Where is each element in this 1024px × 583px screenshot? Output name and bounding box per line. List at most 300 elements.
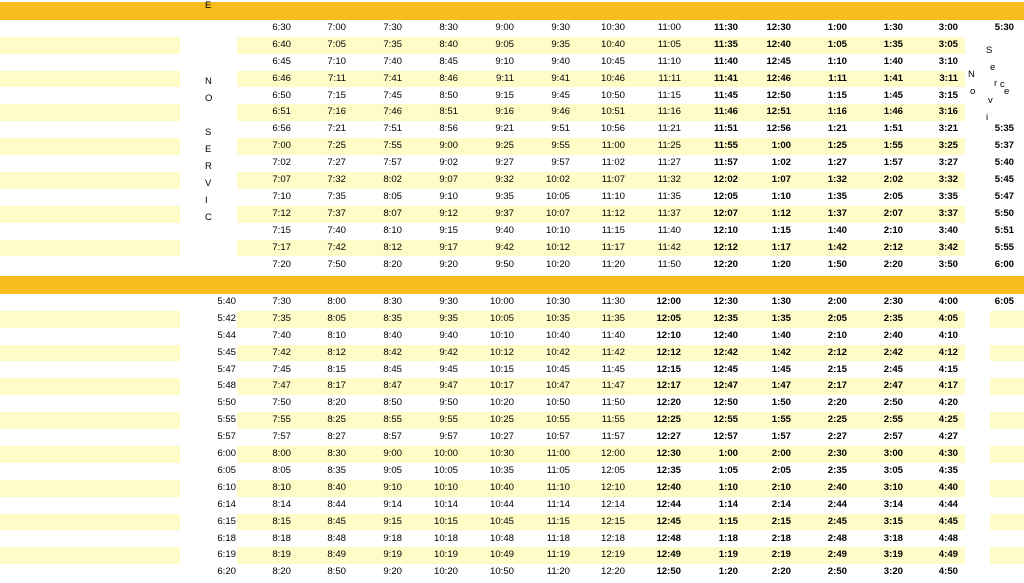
stop-name (0, 20, 180, 37)
departure-time: 1:17 (771, 241, 791, 253)
stop-name (0, 480, 180, 497)
departure-time: 9:40 (551, 55, 570, 67)
departure-time: 2:17 (827, 380, 847, 392)
departure-time: 2:35 (827, 464, 847, 476)
departure-time: 10:15 (433, 515, 458, 527)
departure-time: 11:15 (546, 515, 570, 527)
departure-time: 3:10 (883, 481, 903, 493)
departure-time: 12:15 (656, 363, 681, 375)
departure-time: 9:07 (439, 174, 458, 185)
departure-time: 3:21 (938, 123, 958, 135)
departure-time: 11:40 (713, 55, 738, 67)
departure-time: 8:47 (383, 380, 402, 392)
departure-time: 1:57 (771, 431, 791, 443)
departure-time: 7:50 (272, 397, 291, 409)
departure-time: 3:11 (939, 72, 958, 84)
departure-time: 12:57 (713, 431, 738, 443)
departure-time: 1:05 (827, 38, 847, 50)
departure-time: 2:57 (883, 431, 903, 443)
departure-time: 4:49 (938, 549, 958, 561)
departure-time: 1:05 (718, 464, 738, 476)
departure-time: 11:20 (601, 258, 625, 270)
departure-time: 5:55 (217, 414, 236, 426)
departure-time: 8:49 (327, 549, 346, 561)
departure-time: 10:50 (545, 397, 570, 409)
row-shading (990, 446, 1024, 463)
no-service-letter: V (205, 178, 212, 189)
departure-time: 7:10 (272, 190, 291, 202)
table-row (0, 172, 1024, 189)
departure-time: 1:15 (771, 224, 791, 236)
departure-time: 8:40 (439, 38, 458, 50)
departure-time: 10:51 (600, 106, 625, 118)
departure-time: 7:00 (272, 140, 291, 152)
departure-time: 9:51 (551, 123, 570, 135)
departure-time: 3:16 (938, 106, 958, 118)
departure-time: 9:42 (495, 241, 514, 253)
departure-time: 7:15 (272, 224, 291, 236)
departure-time: 2:20 (771, 566, 791, 578)
departure-time: 9:18 (383, 532, 402, 544)
stop-name (0, 564, 180, 581)
table-row (0, 378, 1024, 395)
departure-time: 10:35 (545, 312, 570, 324)
departure-time: 2:27 (827, 431, 847, 443)
departure-time: 8:25 (327, 414, 346, 426)
departure-time: 10:56 (600, 123, 625, 135)
departure-time: 11:10 (657, 55, 681, 67)
departure-time: 12:15 (600, 515, 625, 527)
departure-time: 5:47 (217, 363, 236, 375)
departure-time: 11:00 (601, 140, 625, 152)
departure-time: 7:50 (327, 258, 346, 270)
departure-time: 9:17 (439, 241, 458, 253)
departure-time: 3:00 (938, 21, 958, 33)
stop-location-header (0, 276, 180, 294)
departure-time: 12:10 (656, 329, 681, 341)
departure-time: 7:35 (272, 312, 291, 324)
departure-time: 7:25 (327, 140, 346, 152)
departure-time: 1:15 (718, 515, 738, 527)
departure-time: 9:15 (383, 515, 402, 527)
departure-time: 2:15 (771, 515, 791, 527)
departure-time: 7:11 (328, 72, 346, 84)
no-service-letter: S (205, 127, 212, 138)
departure-time: 11:15 (601, 224, 625, 236)
departure-time: 7:47 (272, 380, 291, 392)
departure-time: 12:35 (713, 312, 738, 324)
table-row (0, 547, 1024, 564)
departure-time: 9:30 (551, 21, 570, 33)
departure-time: 9:15 (439, 224, 458, 236)
departure-time: 9:46 (551, 106, 570, 118)
section-header (0, 276, 1024, 294)
departure-time: 11:42 (657, 241, 681, 253)
departure-time: 7:30 (272, 295, 291, 307)
departure-time: 12:14 (600, 498, 625, 510)
departure-time: 7:41 (383, 72, 402, 84)
departure-time: 12:56 (766, 123, 791, 135)
departure-time: 5:48 (217, 380, 236, 392)
no-service-letter: O (205, 93, 213, 104)
departure-time: 1:07 (771, 174, 791, 185)
departure-time: 12:46 (766, 72, 791, 84)
departure-time: 9:41 (551, 72, 570, 84)
departure-time: 11:15 (657, 89, 681, 101)
departure-time: 9:32 (495, 174, 514, 185)
departure-time: 11:20 (546, 566, 570, 578)
departure-time: 3:14 (883, 498, 903, 510)
departure-time: 1:10 (771, 190, 791, 202)
departure-time: 9:10 (495, 55, 514, 67)
departure-time: 7:21 (327, 123, 346, 135)
departure-time: 1:55 (771, 414, 791, 426)
departure-time: 8:10 (327, 329, 346, 341)
departure-time: 2:55 (883, 414, 903, 426)
departure-time: 8:45 (439, 55, 458, 67)
departure-time: 1:14 (718, 498, 738, 510)
departure-time: 10:25 (489, 414, 514, 426)
departure-time: 8:17 (327, 380, 346, 392)
departure-time: 11:37 (657, 207, 681, 219)
departure-time: 12:45 (656, 515, 681, 527)
departure-time: 3:05 (883, 464, 903, 476)
departure-time: 7:57 (272, 431, 291, 443)
departure-time: 2:47 (883, 380, 903, 392)
departure-time: 5:30 (994, 21, 1014, 33)
no-service-letter: r (994, 78, 998, 89)
departure-time: 2:40 (883, 329, 903, 341)
departure-time: 9:55 (551, 140, 570, 152)
departure-time: 9:05 (383, 464, 402, 476)
departure-time: 2:50 (827, 566, 847, 578)
departure-time: 9:00 (383, 448, 402, 459)
table-row (0, 189, 1024, 206)
departure-time: 5:51 (994, 224, 1014, 236)
departure-time: 5:45 (994, 174, 1014, 185)
table-row (0, 104, 1024, 121)
departure-time: 1:46 (883, 106, 903, 118)
departure-time: 12:49 (656, 549, 681, 561)
departure-time: 3:27 (938, 157, 958, 169)
departure-time: 7:30 (383, 21, 402, 33)
table-row (0, 412, 1024, 429)
departure-time: 10:02 (545, 174, 570, 185)
departure-time: 8:10 (272, 481, 291, 493)
departure-time: 1:19 (718, 549, 738, 561)
departure-time: 2:48 (827, 532, 847, 544)
departure-time: 7:42 (272, 346, 291, 358)
departure-time: 7:02 (272, 157, 291, 169)
table-row (0, 497, 1024, 514)
stop-name (0, 240, 180, 257)
departure-time: 10:40 (545, 329, 570, 341)
table-row (0, 155, 1024, 172)
departure-time: 12:40 (656, 481, 681, 493)
departure-time: 9:00 (495, 21, 514, 33)
departure-time: 11:30 (601, 295, 625, 307)
departure-time: 11:18 (546, 532, 570, 544)
departure-time: 5:40 (217, 295, 236, 307)
departure-time: 11:10 (546, 481, 570, 493)
departure-time: 7:07 (272, 174, 291, 185)
departure-time: 9:57 (551, 157, 570, 169)
departure-time: 7:40 (272, 329, 291, 341)
no-service-letter: c (1000, 79, 1005, 90)
departure-time: 8:18 (272, 532, 291, 544)
departure-time: 9:40 (439, 329, 458, 341)
departure-time: 11:30 (713, 21, 738, 33)
departure-time: 12:19 (600, 549, 625, 561)
departure-time: 4:25 (938, 414, 958, 426)
departure-time: 11:05 (546, 464, 570, 476)
departure-time: 9:20 (439, 258, 458, 270)
departure-time: 1:42 (771, 346, 791, 358)
departure-time: 12:40 (713, 329, 738, 341)
stop-name (0, 395, 180, 412)
departure-time: 1:21 (827, 123, 847, 135)
departure-time: 9:35 (439, 312, 458, 324)
departure-time: 3:18 (883, 532, 903, 544)
departure-time: 10:50 (489, 566, 514, 578)
departure-time: 8:15 (272, 515, 291, 527)
departure-time: 11:19 (546, 549, 570, 561)
departure-time: 12:42 (713, 346, 738, 358)
departure-time: 11:11 (658, 72, 681, 84)
departure-time: 2:12 (827, 346, 847, 358)
no-service-letter: E (205, 0, 212, 11)
table-row (0, 294, 1024, 311)
table-row (0, 514, 1024, 531)
departure-time: 7:42 (327, 241, 346, 253)
departure-time: 9:45 (551, 89, 570, 101)
departure-time: 3:50 (938, 258, 958, 270)
departure-time: 7:20 (272, 258, 291, 270)
departure-time: 1:00 (718, 448, 738, 459)
departure-time: 8:50 (327, 566, 346, 578)
table-row (0, 564, 1024, 581)
departure-time: 8:20 (383, 258, 402, 270)
no-service-letter: I (205, 195, 208, 206)
departure-time: 11:41 (713, 72, 738, 84)
departure-time: 9:02 (439, 157, 458, 169)
stop-name (0, 138, 180, 155)
table-row (0, 20, 1024, 37)
row-shading (990, 480, 1024, 497)
departure-time: 8:10 (383, 224, 402, 236)
departure-time: 11:47 (601, 380, 625, 392)
departure-time: 9:14 (383, 498, 402, 510)
table-row (0, 257, 1024, 274)
table-row (0, 463, 1024, 480)
departure-time: 5:42 (217, 312, 236, 324)
table-row (0, 328, 1024, 345)
departure-time: 6:15 (217, 515, 236, 527)
departure-time: 1:42 (827, 241, 847, 253)
departure-time: 12:10 (713, 224, 738, 236)
no-service-letter: R (205, 161, 212, 172)
departure-time: 12:12 (713, 241, 738, 253)
table-row (0, 345, 1024, 362)
departure-time: 6:14 (217, 498, 236, 510)
departure-time: 11:51 (713, 123, 738, 135)
departure-time: 8:35 (383, 312, 402, 324)
departure-time: 8:00 (327, 295, 346, 307)
departure-time: 8:05 (327, 312, 346, 324)
departure-time: 8:19 (272, 549, 291, 561)
departure-time: 8:44 (327, 498, 346, 510)
departure-time: 10:20 (489, 397, 514, 409)
departure-time: 10:20 (545, 258, 570, 270)
no-service-letter: o (970, 86, 976, 97)
departure-time: 2:25 (827, 414, 847, 426)
departure-time: 9:40 (495, 224, 514, 236)
departure-time: 8:48 (327, 532, 346, 544)
departure-time: 8:42 (383, 346, 402, 358)
departure-time: 10:30 (600, 21, 625, 33)
departure-time: 10:42 (545, 346, 570, 358)
departure-time: 1:37 (827, 207, 847, 219)
table-row (0, 54, 1024, 71)
stop-name (0, 257, 180, 274)
departure-time: 12:44 (656, 498, 681, 510)
departure-time: 2:40 (827, 481, 847, 493)
departure-time: 6:56 (272, 123, 291, 135)
departure-time: 12:45 (766, 55, 791, 67)
departure-time: 8:07 (383, 207, 402, 219)
departure-time: 10:45 (489, 515, 514, 527)
departure-time: 8:57 (383, 431, 402, 443)
departure-time: 10:46 (600, 72, 625, 84)
departure-time: 3:42 (938, 241, 958, 253)
departure-time: 2:20 (883, 258, 903, 270)
no-service-letter: i (986, 112, 989, 123)
departure-time: 9:16 (495, 106, 514, 118)
departure-time: 2:14 (771, 498, 791, 510)
stop-name (0, 223, 180, 240)
departure-time: 6:19 (217, 549, 236, 561)
departure-time: 2:05 (883, 190, 903, 202)
departure-time: 8:27 (327, 431, 346, 443)
no-service-letter: e (990, 62, 996, 73)
departure-time: 10:48 (489, 532, 514, 544)
departure-time: 10:18 (433, 532, 458, 544)
departure-time: 9:55 (439, 414, 458, 426)
departure-time: 4:17 (938, 380, 958, 392)
departure-time: 1:45 (771, 363, 791, 375)
departure-time: 5:45 (217, 346, 236, 358)
departure-time: 7:05 (327, 38, 346, 50)
table-row (0, 71, 1024, 88)
stop-name (0, 362, 180, 379)
departure-time: 2:30 (827, 448, 847, 459)
departure-time: 12:25 (656, 414, 681, 426)
departure-time: 2:35 (883, 312, 903, 324)
departure-time: 9:15 (495, 89, 514, 101)
departure-time: 12:00 (600, 448, 625, 459)
departure-time: 12:12 (656, 346, 681, 358)
stop-name (0, 412, 180, 429)
departure-time: 11:40 (601, 329, 625, 341)
departure-time: 10:20 (433, 566, 458, 578)
departure-time: 8:46 (439, 72, 458, 84)
departure-time: 12:18 (600, 532, 625, 544)
departure-time: 1:30 (771, 295, 791, 307)
departure-time: 8:20 (272, 566, 291, 578)
table-row (0, 446, 1024, 463)
departure-time: 11:05 (657, 38, 681, 50)
departure-time: 10:17 (489, 380, 514, 392)
departure-time: 7:45 (272, 363, 291, 375)
stop-name (0, 429, 180, 446)
table-row (0, 362, 1024, 379)
departure-time: 12:27 (656, 431, 681, 443)
departure-time: 1:32 (827, 174, 847, 185)
departure-time: 4:20 (938, 397, 958, 409)
departure-time: 4:40 (938, 481, 958, 493)
departure-time: 6:40 (272, 38, 291, 50)
departure-time: 8:30 (439, 21, 458, 33)
stop-name (0, 71, 180, 88)
departure-time: 9:50 (495, 258, 514, 270)
departure-time: 2:45 (827, 515, 847, 527)
departure-time: 5:50 (994, 207, 1014, 219)
departure-time: 12:50 (713, 397, 738, 409)
departure-time: 12:30 (766, 21, 791, 33)
departure-time: 1:51 (883, 123, 903, 135)
departure-time: 2:20 (827, 397, 847, 409)
departure-time: 12:05 (713, 190, 738, 202)
departure-time: 2:49 (827, 549, 847, 561)
departure-time: 2:05 (827, 312, 847, 324)
departure-time: 10:19 (433, 549, 458, 561)
departure-time: 8:50 (383, 397, 402, 409)
stop-name (0, 189, 180, 206)
departure-time: 9:42 (439, 346, 458, 358)
departure-time: 11:16 (657, 106, 681, 118)
departure-time: 9:47 (439, 380, 458, 392)
table-row (0, 37, 1024, 54)
departure-time: 2:00 (827, 295, 847, 307)
departure-time: 10:45 (545, 363, 570, 375)
departure-time: 7:45 (383, 89, 402, 101)
departure-time: 9:21 (495, 123, 514, 135)
departure-time: 10:40 (489, 481, 514, 493)
departure-time: 4:50 (938, 566, 958, 578)
departure-time: 1:30 (883, 21, 903, 33)
departure-time: 8:20 (327, 397, 346, 409)
departure-time: 10:00 (489, 295, 514, 307)
departure-time: 6:50 (272, 89, 291, 101)
row-shading (990, 547, 1024, 564)
departure-time: 12:20 (600, 566, 625, 578)
departure-time: 11:57 (713, 157, 738, 169)
departure-time: 1:12 (771, 207, 791, 219)
stop-name (0, 446, 180, 463)
departure-time: 1:35 (883, 38, 903, 50)
departure-time: 11:14 (546, 498, 570, 510)
departure-time: 12:05 (656, 312, 681, 324)
departure-time: 8:51 (439, 106, 458, 118)
departure-time: 12:50 (656, 566, 681, 578)
departure-time: 11:50 (601, 397, 625, 409)
stop-name (0, 172, 180, 189)
departure-time: 6:18 (217, 532, 236, 544)
departure-time: 3:15 (883, 515, 903, 527)
departure-time: 11:35 (601, 312, 625, 324)
row-shading (990, 378, 1024, 395)
departure-time: 5:37 (994, 140, 1014, 152)
